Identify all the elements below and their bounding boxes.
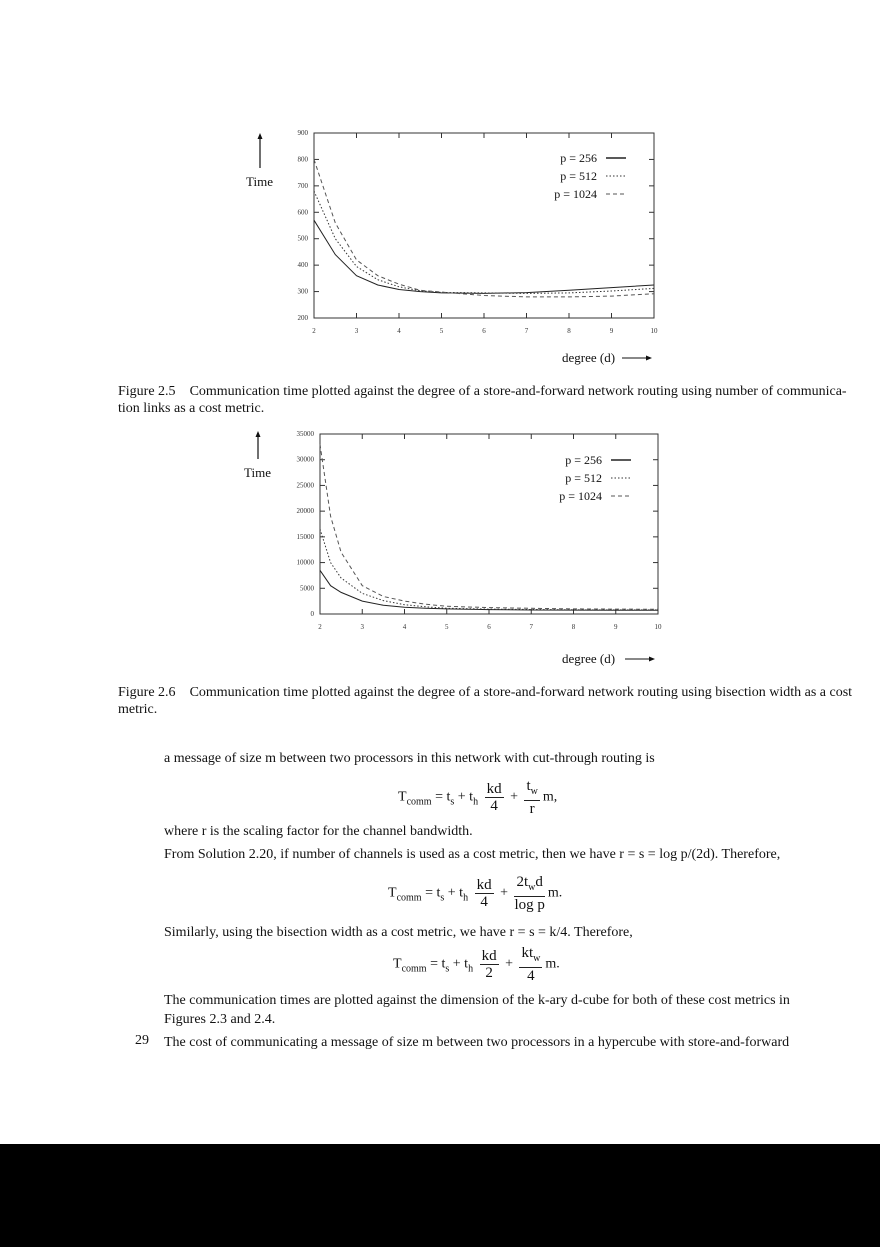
legend-label: p = 512 xyxy=(565,471,602,485)
figure-2-6-chart xyxy=(256,430,663,662)
series-line xyxy=(320,570,658,610)
y-tick-label: 10000 xyxy=(296,558,314,567)
series-line xyxy=(320,529,658,610)
y-tick-label: 300 xyxy=(297,287,308,296)
paragraph: The cost of communicating a message of size m between two processors in a hypercube with store-and-forward xyxy=(164,1035,790,1050)
x-tick-label: 7 xyxy=(524,327,529,335)
caption-text: Communication time plotted against the degree of a store-and-forward network routing using bisection width as a cost metric. xyxy=(118,685,853,717)
y-tick-label: 800 xyxy=(297,155,308,164)
paragraph: From Solution 2.20, if number of channels is used as a cost metric, then we have r = s = log p/(2d). Therefore, xyxy=(164,847,781,862)
y-tick-label: 0 xyxy=(310,610,314,618)
y-tick-label: 5000 xyxy=(300,584,314,593)
x-axis-label: degree (d) xyxy=(562,651,616,666)
x-tick-label: 2 xyxy=(312,327,316,335)
x-tick-label: 7 xyxy=(529,623,533,631)
x-tick-label: 8 xyxy=(567,327,571,335)
x-axis-label: degree (d) xyxy=(562,350,616,365)
x-tick-label: 5 xyxy=(445,623,449,631)
x-tick-label: 8 xyxy=(571,623,576,631)
y-tick-label: 700 xyxy=(297,181,308,190)
figure-2-5-chart xyxy=(258,129,659,361)
plot-frame xyxy=(320,434,658,614)
x-tick-label: 6 xyxy=(487,623,491,631)
x-tick-label: 9 xyxy=(614,623,618,631)
x-tick-label: 4 xyxy=(402,623,407,631)
legend-label: p = 1024 xyxy=(554,187,597,201)
x-tick-label: 9 xyxy=(609,327,614,335)
paragraph: Similarly, using the bisection width as a cost metric, we have r = s = k/4. Therefore, xyxy=(164,925,633,940)
y-tick-label: 35000 xyxy=(296,430,314,438)
y-tick-label: 20000 xyxy=(296,507,314,516)
legend-label: p = 256 xyxy=(565,453,602,467)
figure-caption xyxy=(118,684,866,718)
y-tick-label: 200 xyxy=(297,314,308,322)
paragraph: a message of size m between two processors in this network with cut-through routing is xyxy=(164,751,655,766)
plot-frame xyxy=(314,133,654,318)
black-band xyxy=(0,1144,880,1247)
y-tick-label: 900 xyxy=(297,129,308,137)
series-line xyxy=(314,220,654,293)
caption-text: Communication time plotted against the degree of a store-and-forward network routing using number of communica-tion links as a cost metric. xyxy=(118,384,847,416)
equation-1: $T_{comm} = t_s + t_h$ $\frac{kd}{4}$ + $\frac{t_w}{r}$ m, xyxy=(398,778,558,817)
series-line xyxy=(314,159,654,297)
equation-3: $T_{comm} = t_s + t_h$ $\frac{kd}{2}$ + $\frac{kt_w}{4}$ m. xyxy=(393,945,560,984)
y-tick-label: 500 xyxy=(297,234,308,243)
series-line xyxy=(320,444,658,609)
legend-label: p = 1024 xyxy=(559,489,602,503)
x-tick-label: 5 xyxy=(439,327,444,335)
y-tick-label: 25000 xyxy=(296,481,314,490)
y-axis-label: Time xyxy=(244,465,271,480)
x-tick-label: 3 xyxy=(354,327,359,335)
y-axis-label: Time xyxy=(246,174,273,189)
figure-label: Figure 2.5 xyxy=(118,384,176,399)
y-tick-label: 600 xyxy=(297,208,308,217)
paragraph: where r is the scaling factor for the channel bandwidth. xyxy=(164,824,473,839)
x-tick-label: 2 xyxy=(318,623,322,631)
y-tick-label: 15000 xyxy=(296,532,314,541)
legend-label: p = 256 xyxy=(560,151,597,165)
y-tick-label: 400 xyxy=(297,261,308,270)
x-tick-label: 3 xyxy=(360,623,364,631)
series-line xyxy=(314,191,654,293)
equation-2: $T_{comm} = t_s + t_h$ $\frac{kd}{4}$ + $\frac{2t_wd}{\text{log p}}$ m. xyxy=(388,874,563,913)
x-tick-label: 10 xyxy=(654,623,662,631)
paragraph: The communication times are plotted against the dimension of the k-ary d-cube for both of these cost metrics in Figures 2.3 and 2.4. xyxy=(164,993,790,1027)
item-number: 29 xyxy=(135,1033,149,1048)
x-tick-label: 4 xyxy=(397,327,401,335)
legend-label: p = 512 xyxy=(560,169,597,183)
figure-label: Figure 2.6 xyxy=(118,685,176,700)
x-tick-label: 10 xyxy=(650,327,658,335)
y-tick-label: 30000 xyxy=(296,455,314,464)
figure-caption xyxy=(118,383,866,417)
x-tick-label: 6 xyxy=(482,327,486,335)
